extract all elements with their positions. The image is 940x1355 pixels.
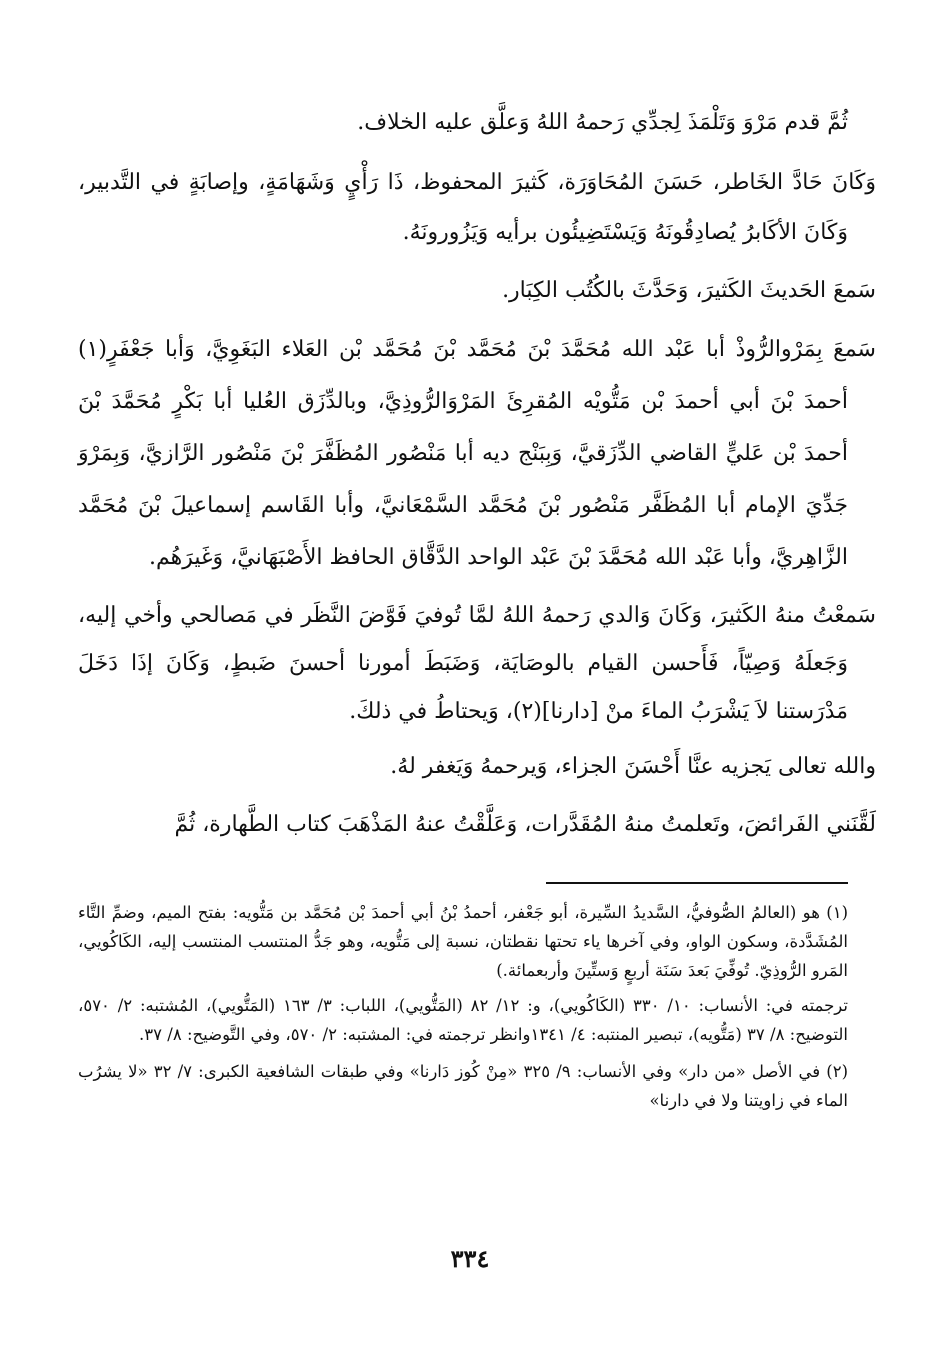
footnote-1: (١) هو (العالمُ الصُّوفيُّ، السَّديدُ السِّيرة، أبو جَعْفر، أحمدُ بْنُ أبي أحمدَ بْن مُحَمَّد بن مَتُّويه: بفتح الميم، وضمِّ التَّاء المُشَدَّدة، وسكون الواو، وفي آخرها ياء تحتها نقطتان، نسبة إلى مَتُّويه، وهو جَدُّ المنتسب المنتسب إليه، الكَاكُويي، المَرو الرُّوذِيّ. تُوفِّيَ بَعدَ سَنَة أربعٍ وَستِّينَ وأربعمائة.) [78,903,848,980]
paragraph-4: سَمعَ بِمَرْوالرُّوذْ أبا عَبْد الله مُحَمَّدَ بْنَ مُحَمَّد بْنَ مُحَمَّد بْن العَلاء البَغَوِيَّ، وَأبا جَعْفَرٍ(١) أحمدَ بْنَ أبي أحمدَ بْن مَتُّويْه المُقرِئَ المَرْوَالرُّوذِيَّ، وبالدِّزَق العُليا أبا بَكْرٍ مُحَمَّدَ بْنَ أحمدَ بْن عَليٍّ القاضي الدِّزَقيَّ، وَبِبَنْج ديه أبا مَنْصُور المُظَفَّرَ بْنَ مَنْصُور الرَّازيَّ، وَبِمَرْوَ جَدِّيَ الإمام أبا المُظَفَّر مَنْصُور بْنَ مُحَمَّد السَّمْعَانيَّ، وأبا القَاسم إسماعيلَ بْنَ مُحَمَّد الزَّاهِريَّ، وأبا عَبْد الله مُحَمَّدَ بْنَ عَبْد الواحد الدَّقَّاق الحافظ الأَصْبَهَانيَّ، وَغَيرَهُم. [78,337,876,570]
footnote-2: (٢) في الأصل «من دار» وفي الأنساب: ٩/ ٣٢٥ «مِنْ كُوز دَارنا» وفي طبقات الشافعية الكبرى: ٧/ ٣٢ «لا يشرُب الماء في زاويتنا ولا في دارنا» [78,1062,848,1110]
page-number: ٣٣٤ [450,1244,490,1273]
paragraph-5: سَمعْتُ منهُ الكَثيرَ، وَكَانَ وَالدي رَحمهُ اللهُ لمَّا تُوفيَ فَوَّضَ النَّظَر في مَصالحي وأخي إليه، وَجَعلَهُ وَصِيّاً، فَأَحسن القيام بالوصَايَة، وَضَبَطَ أمورنا أحسنَ ضَبطٍ، وَكَانَ إذَا دَخَلَ مَدْرَستنا لاَ يَشْرَبُ الماءَ منْ [دارنا](٢)، وَيحتاطُ في ذلكَ. [78,603,876,724]
paragraph-6: والله تعالى يَجزيه عنَّا أَحْسَنَ الجزاء، وَيرحمهُ وَيَغفر لهُ. [390,754,876,779]
footnote-1-references: ترجمته في: الأنساب: ١٠/ ٣٣٠ (الكَاكُويي)، و: ١٢/ ٨٢ (المَتُّويي)، اللباب: ٣/ ١٦٣ (المَتُّويي)، المُشتبه: ٢/ ٥٧٠، التوضيح: ٨/ ٣٧ (مَتُّويه)، تبصير المنتبه: ٤/ ١٣٤١وانظر ترجمته في: المشتبه: ٢/ ٥٧٠، وفي التَّوضيح: ٨/ ٣٧. [78,996,848,1044]
paragraph-2: وَكَانَ حَادَّ الخَاطر، حَسَنَ المُحَاوَرَة، كَثيرَ المحفوظ، ذَا رَأْيٍ وَشَهَامَةٍ، وإصابَةٍ في التَّدبير، وَكَانَ الأكَابرُ يُصادِقُونَهُ وَيَسْتَضِيئُون برأيه وَيَزُورونَهُ. [78,170,876,245]
main-text-body [78,96,876,850]
footnote-divider [546,882,848,884]
paragraph-7: لَقَّنَني الفَرائضَ، وتَعلمتُ منهُ المُقَدَّرات، وَعَلَّقْتُ عنهُ المَذْهَبَ كتاب الطَّهارة، ثُمَّ [174,812,876,837]
paragraph-3: سَمعَ الحَديثَ الكَثيرَ، وَحَدَّثَ بالكُتُب الكِبَار. [502,278,876,303]
paragraph-1: ثُمَّ قدم مَرْوَ وَتَلْمَذَ لِجدِّي رَحمهُ اللهُ وَعلَّق عليه الخلاف. [357,110,848,135]
footnotes-section [78,892,848,1115]
